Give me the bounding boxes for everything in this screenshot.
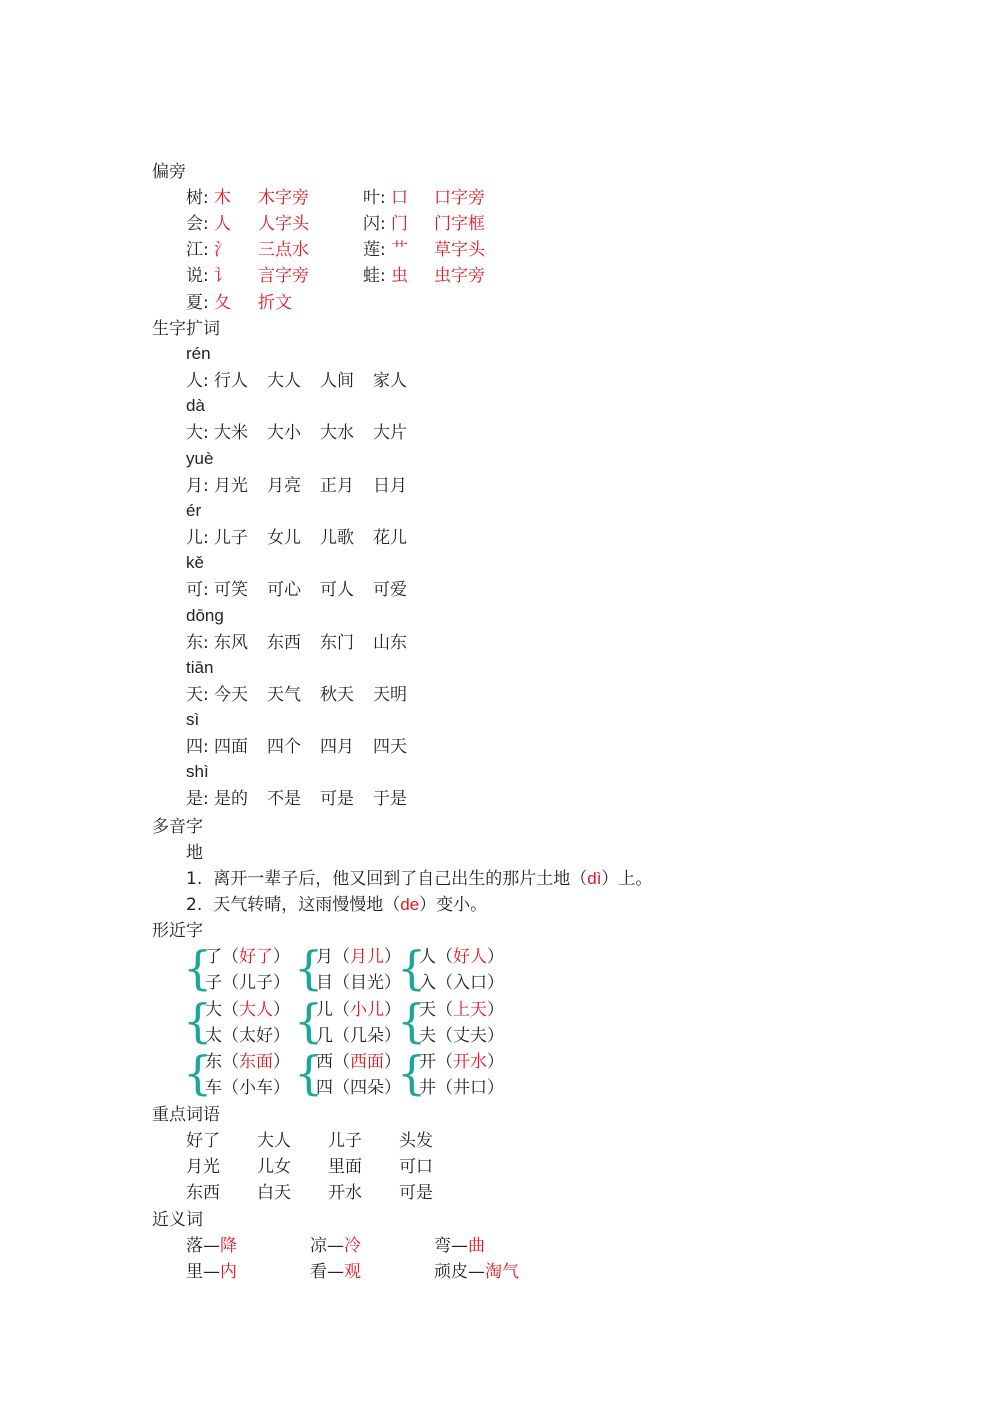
- expansion-char: 儿:: [186, 527, 209, 548]
- pinyin-label: dōng: [186, 605, 224, 625]
- brace-icon: {: [183, 993, 213, 1048]
- similar-word: 上天: [453, 999, 487, 1020]
- similar-word: 四朵: [350, 1078, 384, 1098]
- radical-name: 口字旁: [434, 188, 485, 208]
- similar-char: 人（: [419, 947, 453, 967]
- similar-word: 西面: [350, 1052, 384, 1072]
- synonym-dash: —: [203, 1236, 220, 1256]
- radical-char: 莲:: [363, 240, 386, 260]
- expansion-word: 大水: [320, 423, 354, 444]
- expansion-word: 大片: [373, 423, 407, 444]
- similar-close: ）: [273, 947, 290, 967]
- polyphonic-char: 地: [186, 843, 203, 863]
- keyword: 大人: [257, 1131, 291, 1151]
- similar-char-line: [316, 946, 401, 968]
- section-title-similar: 形近字: [152, 921, 203, 941]
- similar-char: 夫（: [419, 1025, 453, 1046]
- synonym-word: 落: [186, 1236, 203, 1256]
- expansion-char: 人:: [186, 371, 209, 391]
- expansion-word: 大人: [267, 371, 301, 391]
- pinyin-label: ér: [186, 500, 202, 520]
- similar-close: ）: [487, 1025, 504, 1046]
- expansion-word: 四个: [267, 737, 301, 758]
- keyword: 月光: [186, 1157, 220, 1177]
- similar-close: ）: [273, 999, 290, 1020]
- similar-word: 大人: [239, 999, 273, 1020]
- expansion-word: 可心: [267, 580, 301, 601]
- expansion-word: 大小: [267, 423, 301, 444]
- similar-char-line: [316, 1025, 401, 1047]
- similar-char: 大（: [205, 999, 239, 1020]
- similar-word: 开水: [453, 1052, 487, 1072]
- pinyin-label: sì: [186, 710, 200, 730]
- similar-word: 儿子: [239, 973, 273, 993]
- synonym-word: 里: [186, 1262, 203, 1282]
- expansion-word: 可是: [320, 789, 354, 810]
- synonym-answer: 淘气: [485, 1262, 519, 1282]
- expansion-word: 于是: [373, 789, 407, 810]
- section-title-radicals: 偏旁: [152, 162, 186, 182]
- similar-char: 西（: [316, 1052, 350, 1072]
- expansion-char: 大:: [186, 423, 209, 444]
- keyword: 头发: [399, 1131, 433, 1151]
- keyword: 儿子: [328, 1131, 362, 1151]
- similar-close: ）: [273, 1052, 290, 1072]
- similar-close: ）: [487, 999, 504, 1020]
- synonym-word: 凉: [310, 1236, 327, 1256]
- pinyin-label: rén: [186, 344, 211, 363]
- brace-icon: {: [294, 993, 324, 1048]
- sentence-text: ）上。: [601, 869, 653, 889]
- similar-word: 几朵: [350, 1025, 384, 1046]
- expansion-word: 秋天: [320, 684, 354, 705]
- keyword: 白天: [257, 1183, 291, 1203]
- expansion-word: 月光: [214, 475, 248, 496]
- expansion-word: 可爱: [373, 580, 407, 601]
- keyword: 东西: [186, 1183, 220, 1203]
- synonym-pair: [186, 1235, 237, 1257]
- expansion-word: 大米: [214, 423, 248, 444]
- pinyin-label: kě: [186, 553, 204, 573]
- expansion-word: 儿子: [214, 527, 248, 548]
- similar-close: ）: [273, 973, 290, 993]
- expansion-word: 可人: [320, 580, 354, 601]
- expansion-char: 是:: [186, 789, 209, 810]
- similar-word: 小儿: [350, 999, 384, 1020]
- expansion-word: 东风: [214, 632, 248, 653]
- radical-name: 虫字旁: [434, 266, 485, 286]
- synonym-dash: —: [468, 1262, 485, 1282]
- expansion-word: 东西: [267, 632, 301, 653]
- similar-char-line: [419, 999, 504, 1021]
- expansion-word: 四面: [214, 737, 248, 758]
- radical-char: 江:: [186, 240, 209, 260]
- radical-char: 蛙:: [363, 266, 386, 286]
- similar-close: ）: [487, 973, 504, 993]
- similar-char: 太（: [205, 1025, 239, 1046]
- similar-close: ）: [384, 1078, 401, 1098]
- keyword: 可是: [399, 1183, 433, 1203]
- pinyin-label: shì: [186, 762, 209, 782]
- synonym-word: 看: [310, 1262, 327, 1282]
- keyword: 可口: [399, 1157, 433, 1177]
- similar-char-line: [419, 1025, 504, 1047]
- synonym-answer: 内: [220, 1262, 237, 1282]
- radical-name: 木字旁: [258, 188, 309, 208]
- section-title-keywords: 重点词语: [152, 1105, 220, 1125]
- expansion-char: 东:: [186, 632, 209, 653]
- keyword: 好了: [186, 1131, 220, 1151]
- similar-char: 子（: [205, 973, 239, 993]
- expansion-word: 儿歌: [320, 527, 354, 548]
- synonym-answer: 降: [220, 1236, 237, 1256]
- radical-char: 夏:: [186, 293, 209, 313]
- radical-part: 人: [214, 214, 231, 234]
- keyword: 开水: [328, 1183, 362, 1203]
- similar-char: 月（: [316, 947, 350, 967]
- similar-char-line: [205, 946, 290, 968]
- keyword: 里面: [328, 1157, 362, 1177]
- example-sentence: [186, 894, 487, 916]
- similar-close: ）: [273, 1025, 290, 1046]
- expansion-word: 四月: [320, 737, 354, 758]
- similar-char: 儿（: [316, 999, 350, 1020]
- similar-char: 开（: [419, 1052, 453, 1072]
- similar-char-line: [419, 1051, 504, 1073]
- expansion-word: 女儿: [267, 527, 301, 548]
- radical-char: 闪:: [363, 214, 386, 234]
- similar-char: 四（: [316, 1078, 350, 1098]
- radical-part: 木: [214, 188, 231, 208]
- expansion-word: 不是: [267, 789, 301, 810]
- expansion-word: 月亮: [267, 475, 301, 496]
- expansion-word: 日月: [373, 475, 407, 496]
- similar-word: 丈夫: [453, 1025, 487, 1046]
- radical-part: 艹: [391, 240, 408, 260]
- similar-char-line: [205, 972, 290, 994]
- expansion-char: 可:: [186, 580, 209, 601]
- similar-char-line: [419, 972, 504, 994]
- similar-char: 东（: [205, 1052, 239, 1072]
- expansion-word: 行人: [214, 371, 248, 391]
- radical-char: 树:: [186, 188, 209, 208]
- expansion-char: 四:: [186, 737, 209, 758]
- expansion-char: 月:: [186, 475, 209, 496]
- similar-word: 井口: [453, 1078, 487, 1098]
- similar-char-line: [316, 1051, 401, 1073]
- radical-part: 夂: [214, 293, 231, 313]
- synonym-pair: [310, 1261, 361, 1283]
- similar-char-line: [205, 1051, 290, 1073]
- expansion-word: 家人: [373, 371, 407, 391]
- similar-word: 目光: [350, 973, 384, 993]
- similar-char-line: [419, 946, 504, 968]
- keyword: 儿女: [257, 1157, 291, 1177]
- similar-char: 几（: [316, 1025, 350, 1046]
- similar-char-line: [205, 999, 290, 1021]
- pinyin-label: tiān: [186, 657, 214, 677]
- expansion-word: 天明: [373, 684, 407, 705]
- radical-char: 说:: [186, 266, 209, 286]
- similar-word: 入口: [453, 973, 487, 993]
- sentence-pinyin: de: [400, 895, 420, 914]
- radical-char: 会:: [186, 214, 209, 234]
- similar-word: 小车: [239, 1078, 273, 1098]
- similar-close: ）: [487, 1052, 504, 1072]
- pinyin-label: dà: [186, 396, 205, 416]
- synonym-word: 弯: [434, 1236, 451, 1256]
- radical-char: 叶:: [363, 188, 386, 208]
- similar-char-line: [205, 1025, 290, 1047]
- radical-part: 虫: [391, 266, 408, 286]
- radical-name: 言字旁: [258, 266, 309, 286]
- expansion-word: 花儿: [373, 527, 407, 548]
- pinyin-label: yuè: [186, 448, 214, 468]
- synonym-answer: 观: [344, 1262, 361, 1282]
- similar-word: 月儿: [350, 947, 384, 967]
- brace-icon: {: [183, 1046, 213, 1100]
- expansion-char: 天:: [186, 684, 209, 705]
- sentence-pinyin: dì: [587, 869, 602, 888]
- sentence-text: ）变小。: [419, 895, 488, 915]
- radical-name: 三点水: [258, 240, 309, 260]
- radical-name: 门字框: [434, 214, 485, 234]
- similar-char-line: [205, 1077, 290, 1099]
- expansion-word: 东门: [320, 632, 354, 653]
- similar-close: ）: [273, 1078, 290, 1098]
- radical-name: 草字头: [434, 240, 485, 260]
- similar-char: 了（: [205, 947, 239, 967]
- similar-word: 东面: [239, 1052, 273, 1072]
- sentence-text: 天气转晴，这雨慢慢地（: [213, 895, 401, 915]
- sentence-number: 2.: [186, 895, 203, 915]
- section-title-synonyms: 近义词: [152, 1210, 203, 1230]
- similar-close: ）: [384, 999, 401, 1020]
- brace-icon: {: [294, 1046, 324, 1100]
- synonym-pair: [310, 1235, 361, 1257]
- synonym-pair: [434, 1235, 485, 1257]
- expansion-word: 可笑: [214, 580, 248, 601]
- similar-char-line: [316, 1077, 401, 1099]
- similar-close: ）: [487, 947, 504, 967]
- radical-name: 人字头: [258, 214, 309, 234]
- similar-char-line: [419, 1077, 504, 1099]
- expansion-word: 正月: [320, 475, 354, 496]
- similar-close: ）: [487, 1078, 504, 1098]
- similar-char: 天（: [419, 999, 453, 1020]
- example-sentence: [186, 868, 652, 890]
- synonym-answer: 曲: [468, 1236, 485, 1256]
- similar-close: ）: [384, 1052, 401, 1072]
- brace-icon: {: [183, 941, 213, 995]
- similar-char-line: [316, 972, 401, 994]
- radical-name: 折文: [258, 293, 292, 313]
- sentence-text: 离开一辈子后，他又回到了自己出生的那片土地（: [213, 869, 588, 889]
- radical-part: 讠: [214, 266, 231, 286]
- synonym-word: 顽皮: [434, 1262, 468, 1282]
- similar-char: 目（: [316, 973, 350, 993]
- synonym-dash: —: [327, 1236, 344, 1256]
- expansion-word: 今天: [214, 684, 248, 705]
- brace-icon: {: [397, 1046, 427, 1100]
- radical-part: 门: [391, 214, 408, 234]
- brace-icon: {: [397, 993, 427, 1048]
- brace-icon: {: [294, 941, 324, 995]
- similar-close: ）: [384, 947, 401, 967]
- brace-icon: {: [397, 941, 427, 995]
- expansion-word: 人间: [320, 371, 354, 391]
- similar-char-line: [316, 999, 401, 1021]
- expansion-word: 四天: [373, 737, 407, 758]
- expansion-word: 山东: [373, 632, 407, 653]
- radical-part: 氵: [214, 240, 231, 260]
- similar-char: 车（: [205, 1078, 239, 1098]
- similar-char: 井（: [419, 1078, 453, 1098]
- synonym-dash: —: [451, 1236, 468, 1256]
- radical-part: 口: [391, 188, 408, 208]
- sentence-number: 1.: [186, 869, 203, 889]
- expansion-word: 天气: [267, 684, 301, 705]
- similar-word: 太好: [239, 1025, 273, 1046]
- section-title-polyphonic: 多音字: [152, 817, 203, 837]
- section-title-expansion: 生字扩词: [152, 319, 220, 339]
- similar-close: ）: [384, 973, 401, 993]
- synonym-pair: [434, 1261, 519, 1283]
- similar-word: 好人: [453, 947, 487, 967]
- synonym-dash: —: [327, 1262, 344, 1282]
- similar-close: ）: [384, 1025, 401, 1046]
- similar-word: 好了: [239, 947, 273, 967]
- synonym-answer: 冷: [344, 1236, 361, 1256]
- similar-char: 入（: [419, 973, 453, 993]
- expansion-word: 是的: [214, 789, 248, 810]
- synonym-dash: —: [203, 1262, 220, 1282]
- synonym-pair: [186, 1261, 237, 1283]
